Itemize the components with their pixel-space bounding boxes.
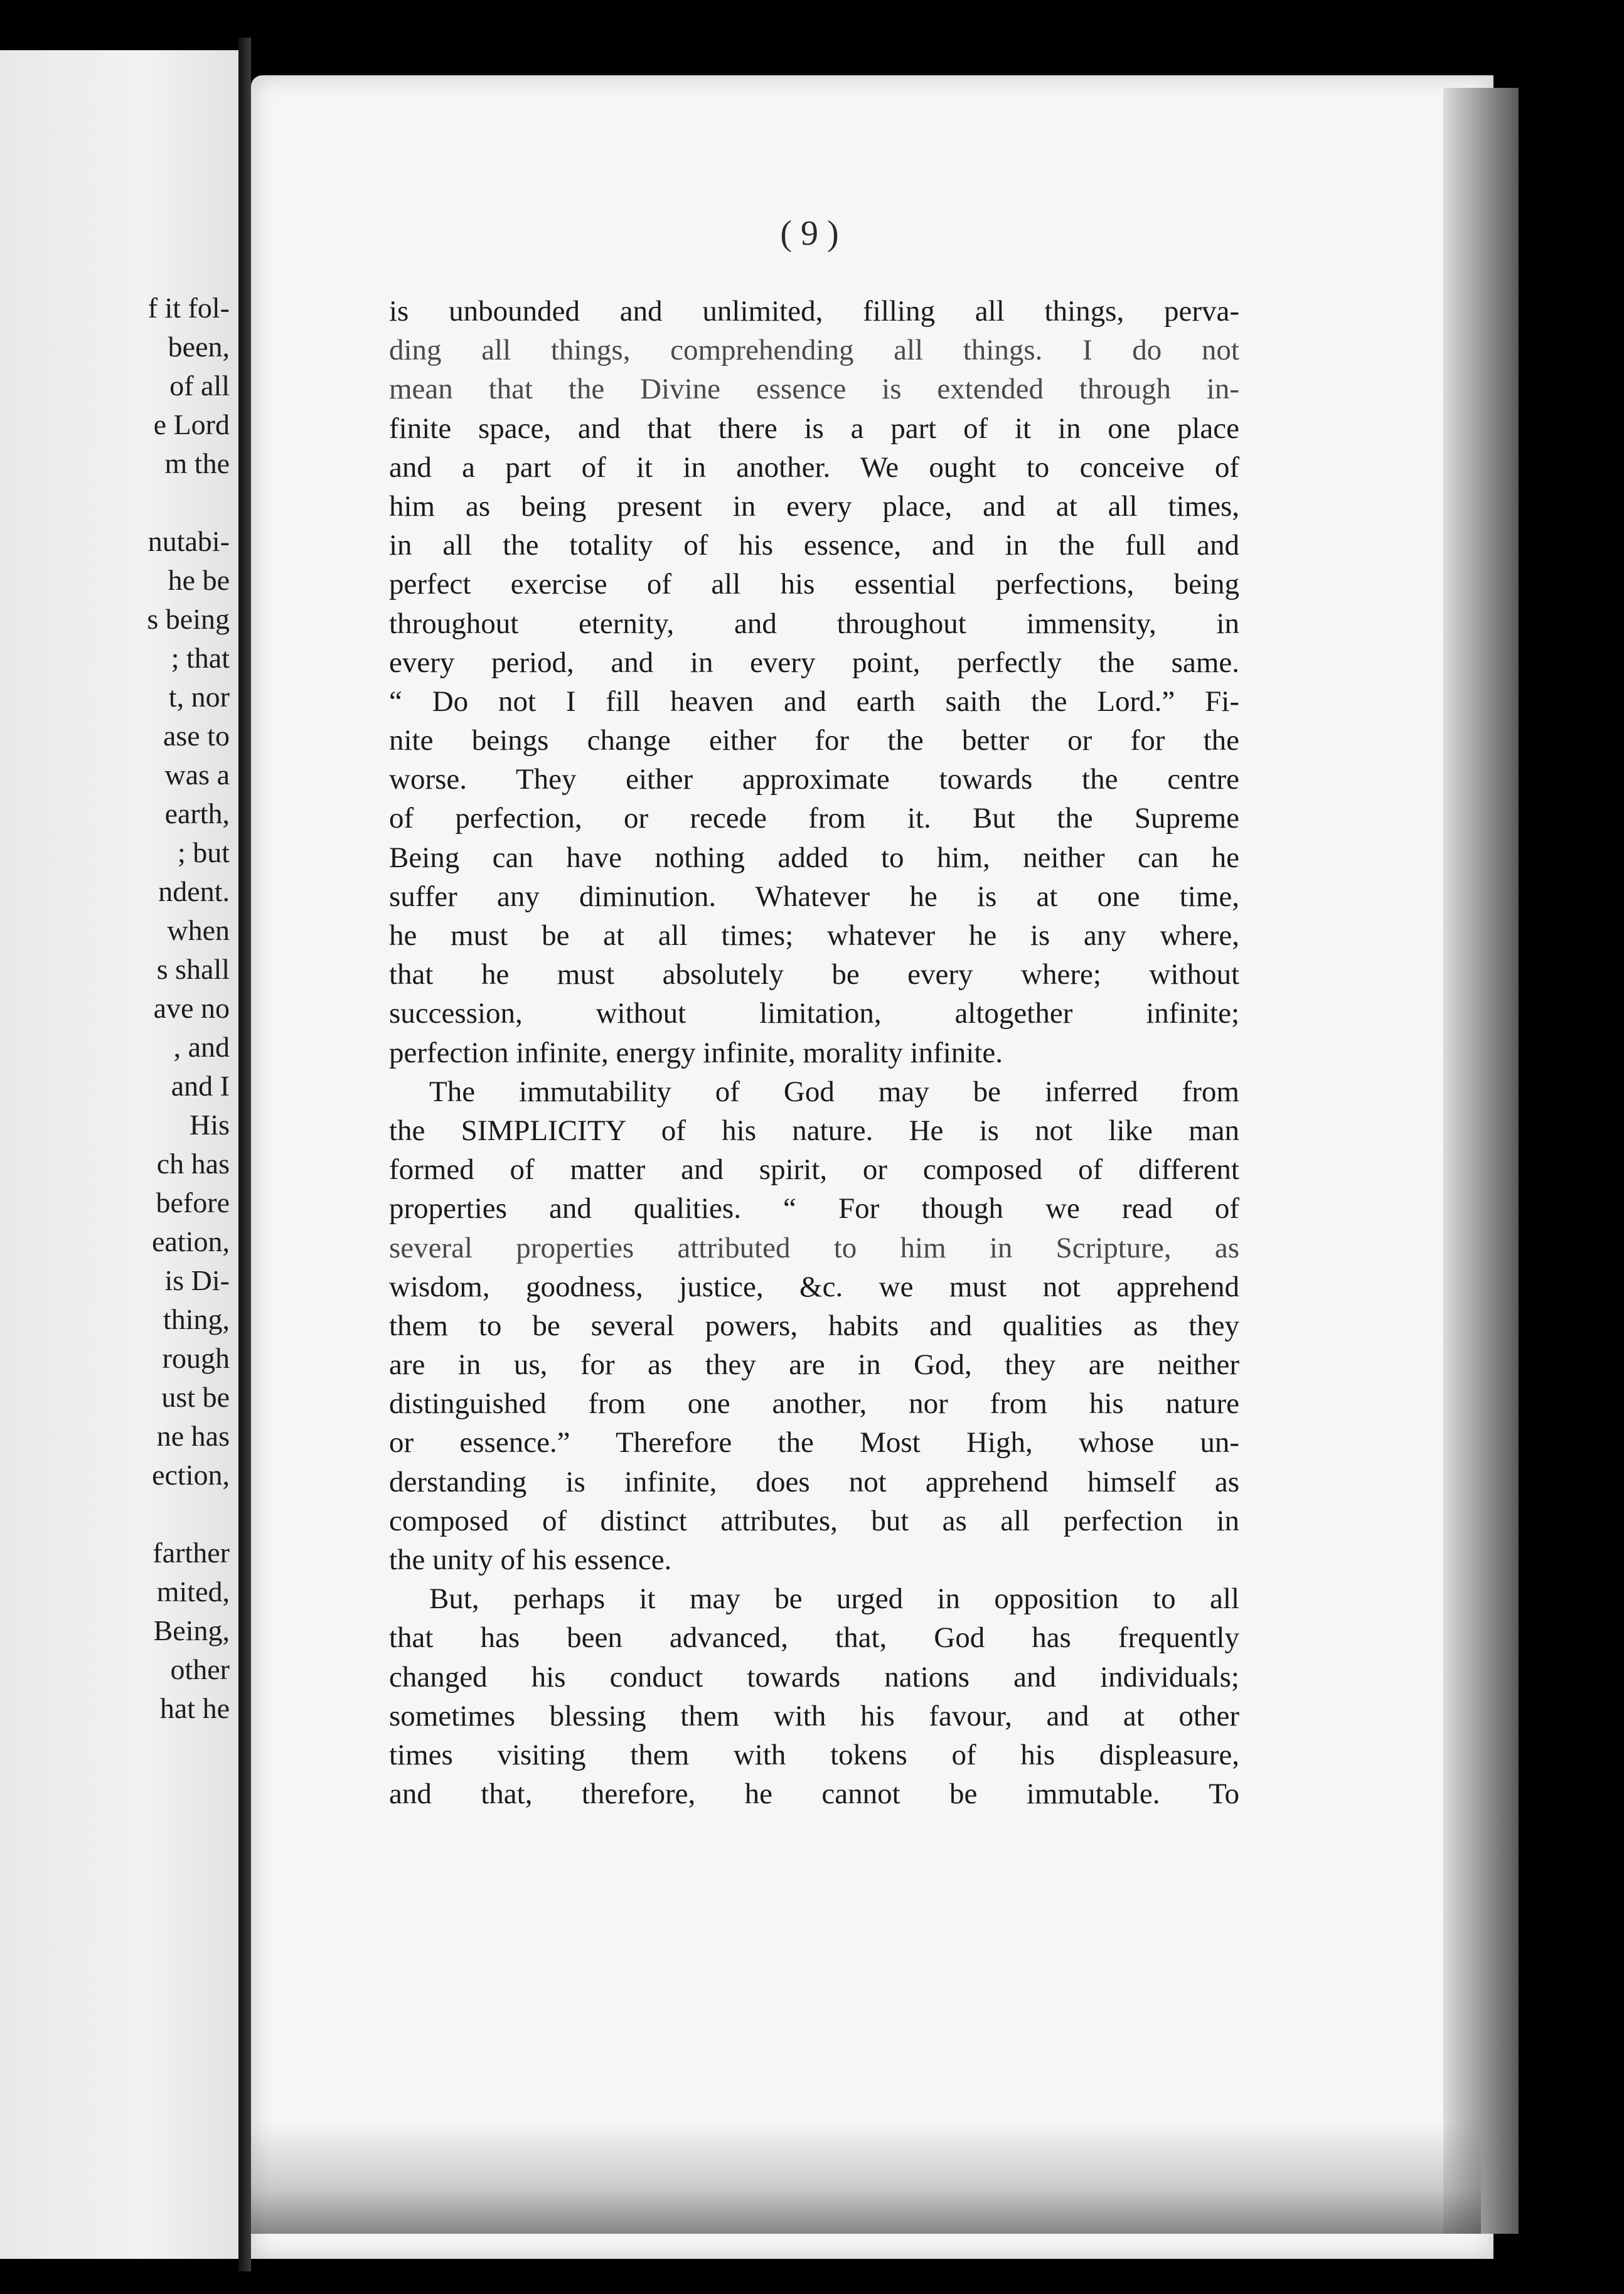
text-line: Being can have nothing added to him, neither can he [389, 841, 1239, 874]
fragment-line: mited, [156, 1576, 230, 1608]
text-line: times visiting them with tokens of his displeasure, [389, 1738, 1239, 1771]
text-line: perfection infinite, energy infinite, morality infinite. [389, 1036, 1003, 1069]
fragment-line: ch has [156, 1148, 230, 1180]
fragment-line: he be [168, 564, 230, 596]
text-line: derstanding is infinite, does not apprehend himself as [389, 1465, 1239, 1498]
fragment-line: of all [169, 370, 230, 402]
fragment-line: other [170, 1653, 230, 1685]
text-line: The immutability of God may be inferred from [429, 1075, 1239, 1108]
text-line: wisdom, goodness, justice, &c. we must not apprehend [389, 1270, 1239, 1303]
fragment-line: His [190, 1109, 230, 1141]
text-line: the SIMPLICITY of his nature. He is not like man [389, 1114, 1239, 1147]
fragment-line: ndent. [158, 875, 230, 907]
fragment-line: t, nor [168, 681, 230, 713]
text-line: he must be at all times; whatever he is any where, [389, 919, 1239, 952]
book-gutter [238, 38, 251, 2271]
fragment-line: ; but [177, 836, 230, 868]
fragment-line: , and [173, 1031, 230, 1063]
text-line: every period, and in every point, perfectly the same. [389, 646, 1239, 679]
fragment-line: ave no [153, 992, 230, 1024]
text-line: of perfection, or recede from it. But the Supreme [389, 802, 1239, 835]
fragment-line: m the [164, 447, 230, 479]
previous-page-text [4, 289, 230, 1728]
text-line: distinguished from one another, nor from his nature [389, 1387, 1239, 1421]
fragment-line: was a [164, 759, 230, 791]
text-line: composed of distinct attributes, but as all perfection in [389, 1504, 1239, 1537]
text-line: them to be several powers, habits and qualities as they [389, 1309, 1239, 1342]
text-line: “ Do not I fill heaven and earth saith the Lord.” Fi- [389, 685, 1239, 718]
text-line: the unity of his essence. [389, 1544, 672, 1576]
text-line: formed of matter and spirit, or composed of different [389, 1153, 1239, 1187]
text-line: in all the totality of his essence, and in the full and [389, 529, 1239, 562]
fragment-line: f it fol- [147, 292, 230, 324]
text-line: throughout eternity, and throughout immensity, in [389, 607, 1239, 640]
text-line: perfect exercise of all his essential perfections, being [389, 568, 1239, 601]
fragment-line: farther [152, 1537, 230, 1569]
fragment-line: thing, [163, 1303, 230, 1335]
fragment-gap [4, 1495, 230, 1534]
fragment-line: is Di- [164, 1264, 230, 1296]
fragment-line: rough [162, 1342, 230, 1374]
fragment-gap [4, 483, 230, 522]
page-number: ( 9 ) [780, 214, 839, 253]
text-line: that he must absolutely be every where; without [389, 958, 1239, 991]
text-line: and that, therefore, he cannot be immutable. To [389, 1778, 1239, 1811]
text-line: nite beings change either for the better or for the [389, 724, 1239, 757]
text-line: him as being present in every place, and at all times, [389, 489, 1239, 523]
fragment-line: s shall [156, 953, 230, 985]
fragment-line: when [167, 914, 230, 946]
fragment-line: and I [171, 1070, 230, 1102]
previous-page-fragment [0, 50, 242, 2259]
text-line: several properties attributed to him in Scripture, as [389, 1231, 1239, 1264]
text-line: and a part of it in another. We ought to conceive of [389, 451, 1239, 484]
fragment-line: hat he [159, 1692, 230, 1724]
fragment-line: ne has [156, 1420, 230, 1452]
page-edge-stack [1443, 88, 1519, 2234]
fragment-line: earth, [164, 798, 230, 830]
text-line: properties and qualities. “ For though we read of [389, 1192, 1239, 1225]
text-line: succession, without limitation, altogether infinite; [389, 997, 1239, 1030]
fragment-line: before [156, 1187, 230, 1219]
text-line: changed his conduct towards nations and individuals; [389, 1660, 1239, 1694]
text-line: ding all things, comprehending all things. I do not [389, 334, 1239, 367]
fragment-line: ase to [163, 720, 230, 752]
fragment-line: s being [147, 603, 230, 635]
text-line: are in us, for as they are in God, they are neither [389, 1348, 1239, 1382]
fragment-line: nutabi- [147, 525, 230, 557]
text-line: worse. They either approximate towards the centre [389, 763, 1239, 796]
page-bottom-shadow [251, 2121, 1481, 2234]
fragment-line: eation, [152, 1225, 230, 1257]
text-line: sometimes blessing them with his favour, and at other [389, 1699, 1239, 1732]
text-line: suffer any diminution. Whatever he is at one time, [389, 880, 1239, 913]
text-line: that has been advanced, that, God has frequently [389, 1621, 1239, 1655]
fragment-line: ust be [161, 1381, 230, 1413]
fragment-line: been, [168, 331, 230, 363]
fragment-line: ; that [171, 642, 230, 674]
text-line: is unbounded and unlimited, filling all things, perva- [389, 295, 1239, 328]
page-body-text [389, 292, 1239, 1813]
text-line: finite space, and that there is a part of it in one place [389, 412, 1239, 445]
fragment-line: ection, [152, 1459, 230, 1491]
text-line: or essence.” Therefore the Most High, whose un- [389, 1426, 1239, 1459]
fragment-line: e Lord [153, 408, 230, 440]
text-line: mean that the Divine essence is extended through in- [389, 373, 1239, 406]
fragment-line: Being, [153, 1614, 230, 1646]
text-line: But, perhaps it may be urged in opposition to all [429, 1582, 1239, 1616]
